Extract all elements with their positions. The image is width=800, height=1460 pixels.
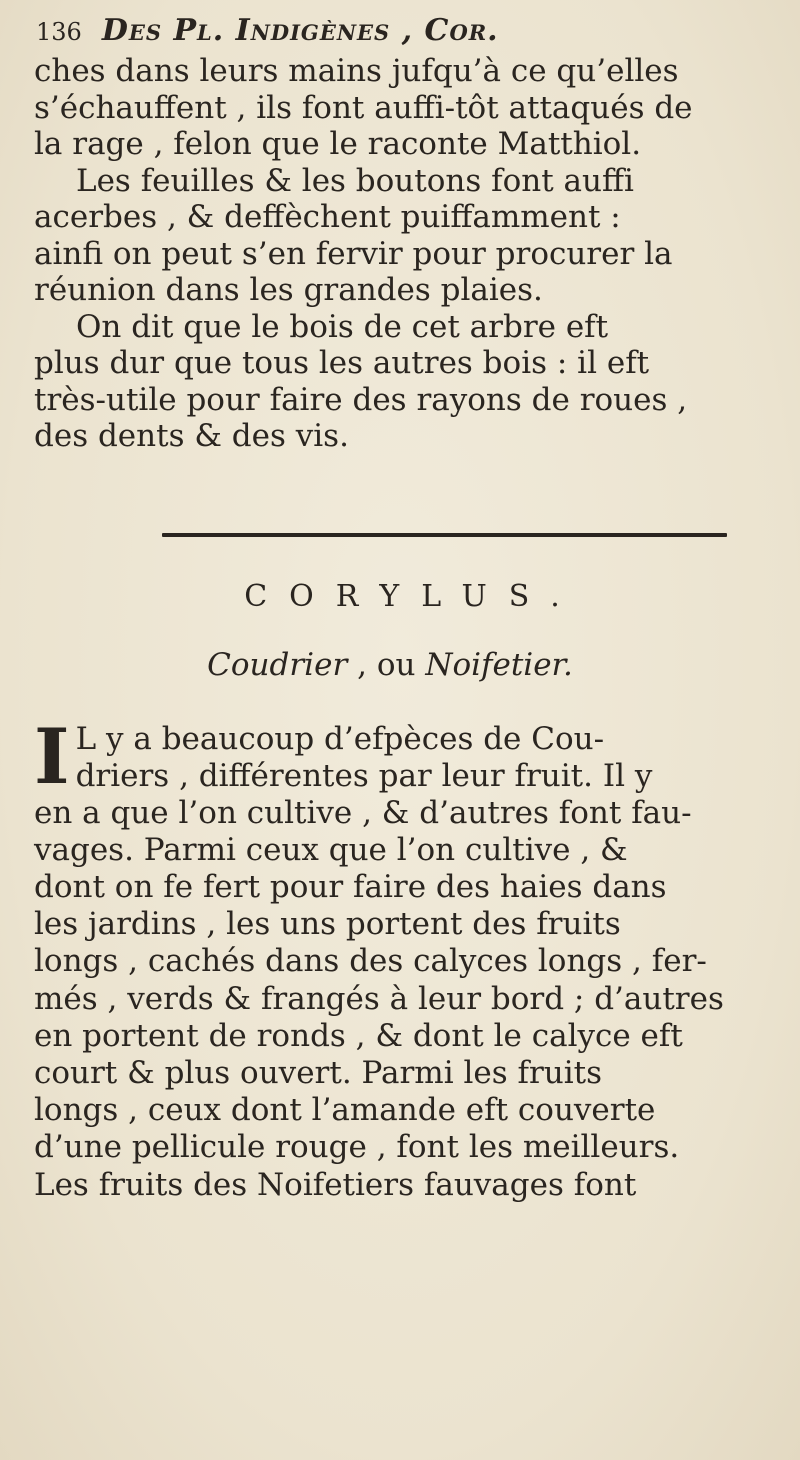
text-line: s’échauffent , ils font auffi-tôt attaqués de (34, 89, 693, 126)
running-head (36, 10, 762, 53)
text-line: des dents & des vis. (34, 418, 349, 454)
page-number: 136 (36, 18, 82, 46)
paragraph-4-body (34, 795, 762, 1204)
text-line: d’une pellicule rouge , font les meilleurs. (34, 1129, 680, 1166)
text-line: très-utile pour faire des rayons de roues , (34, 381, 688, 418)
text-line: ainfi on peut s’en fervir pour procurer la (34, 235, 673, 272)
text-line: vages. Parmi ceux que l’on cultive , & (34, 831, 628, 868)
subtitle-name-2: Noifetier. (425, 646, 573, 683)
paragraph-1 (34, 53, 762, 163)
text-line: longs , cachés dans des calyces longs , fer- (34, 943, 707, 980)
text-line: longs , ceux dont l’amande eft couverte (34, 1092, 656, 1129)
text-line: court & plus ouvert. Parmi les fruits (34, 1054, 603, 1091)
drop-cap: I (34, 711, 70, 801)
text-line: driers , différentes par leur fruit. Il y (75, 757, 653, 794)
running-title: Des Pl. Indigènes , Cor. (101, 13, 499, 48)
text-line: plus dur que tous les autres bois : il eft (34, 345, 650, 381)
text-line: dont on fe fert pour faire des haies dans (34, 868, 667, 905)
text-line: en portent de ronds , & dont le calyce eft (34, 1017, 683, 1054)
text-line: ches dans leurs mains jufqu’à ce qu’elles (34, 53, 679, 89)
paragraph-3 (34, 309, 762, 455)
subtitle-separator: , ou (347, 646, 426, 683)
text-line: Les fruits des Noifetiers fauvages font (34, 1166, 637, 1203)
section-title: CORYLUS. (244, 578, 582, 614)
text-line: la rage , felon que le raconte Matthiol. (34, 126, 642, 162)
text-line: acerbes , & deffèchent puiffamment : (34, 199, 621, 235)
dropcap-block (34, 711, 762, 801)
text-line: en a que l’on cultive , & d’autres font fau- (34, 794, 692, 831)
subtitle-name-1: Coudrier (207, 646, 348, 683)
section-divider (162, 533, 727, 537)
text-line: les jardins , les uns portent des fruits (34, 906, 621, 943)
text-line: Les feuilles & les boutons font auffi (76, 162, 634, 199)
paragraph-4 (34, 711, 762, 1204)
section-subtitle (34, 643, 762, 687)
text-line: On dit que le bois de cet arbre eft (76, 308, 609, 345)
text-line: L y a beaucoup d’efpèces de Cou- (75, 720, 605, 757)
dropcap-lines (76, 721, 653, 795)
text-line: réunion dans les grandes plaies. (34, 272, 543, 308)
paragraph-2 (34, 163, 762, 309)
text-line: més , verds & frangés à leur bord ; d’autres (34, 980, 724, 1017)
